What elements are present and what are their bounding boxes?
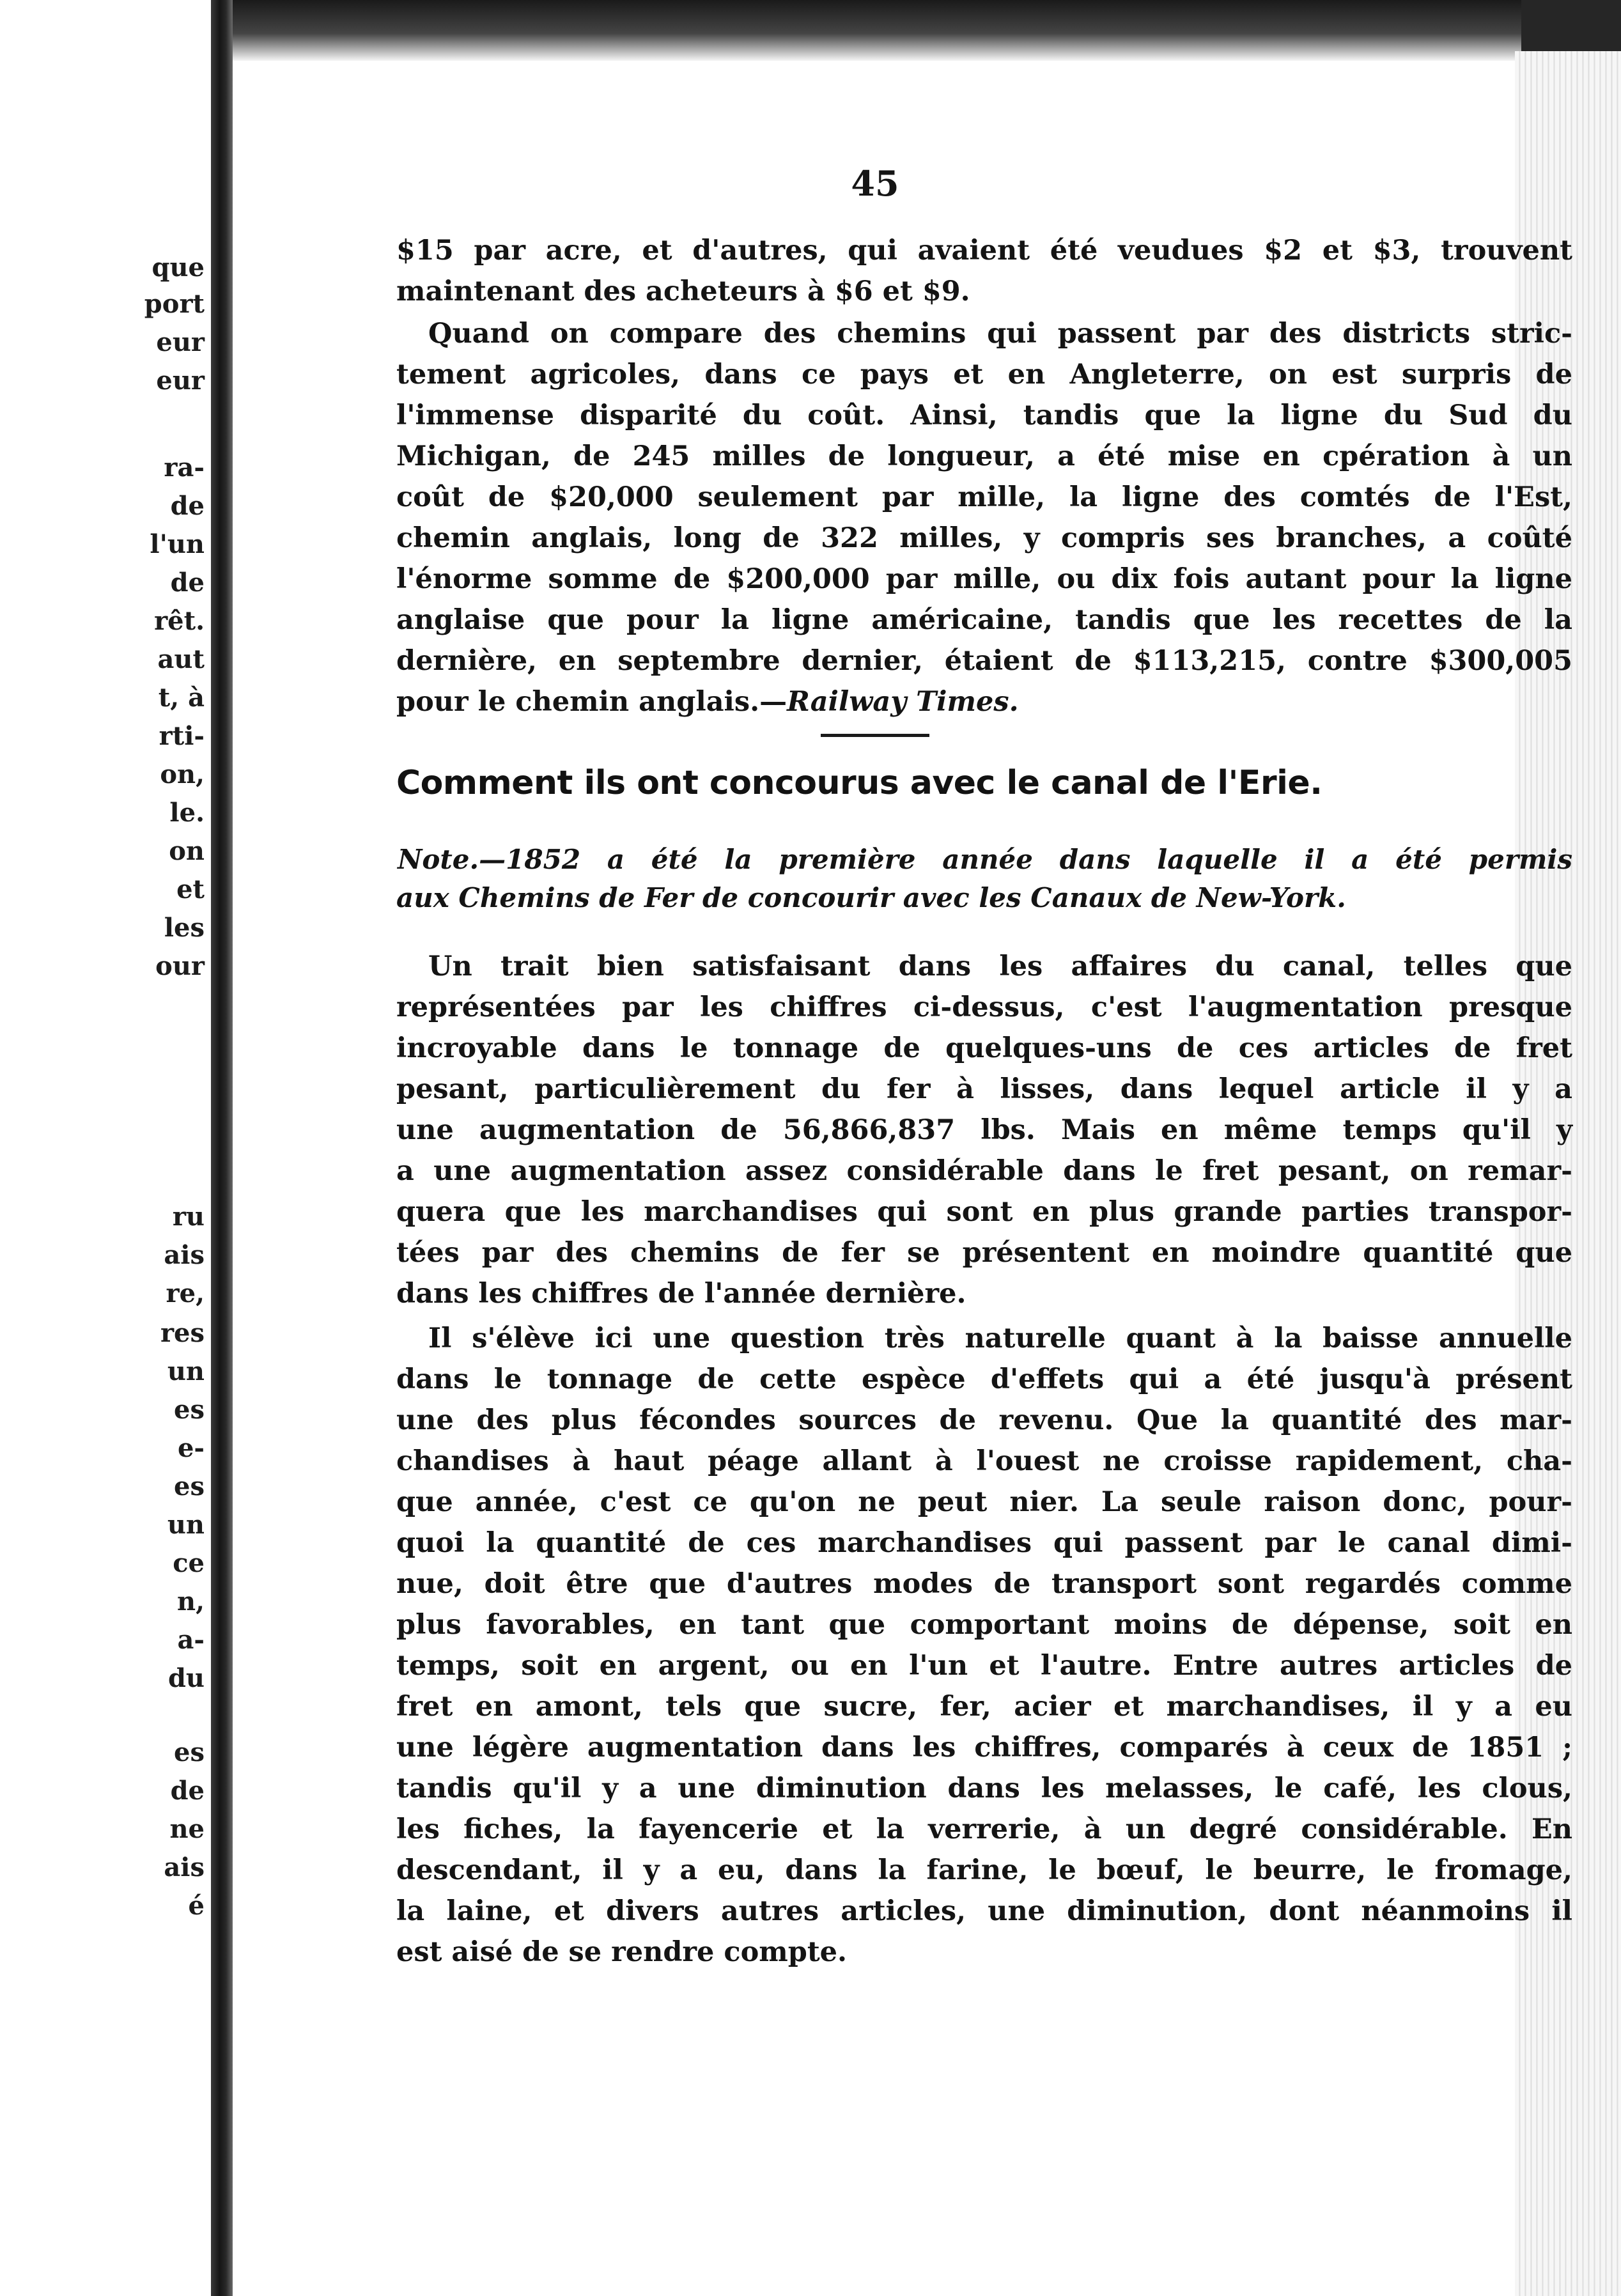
paragraph-tonnage-decline (396, 1318, 1572, 1973)
fragment-text-line: aut (157, 644, 205, 674)
text-line: dernière, en septembre dernier, étaient de $113,215, contre $300,005 (396, 645, 1572, 677)
text-line: quera que les marchandises qui sont en plus grande parties transpor- (396, 1196, 1572, 1228)
text-line: fret en amont, tels que sucre, fer, acier et marchandises, il y a eu (396, 1691, 1572, 1723)
text-line: plus favorables, en tant que comportant moins de dépense, soit en (396, 1609, 1572, 1641)
text-line: une des plus fécondes sources de revenu. Que la quantité des mar- (396, 1404, 1572, 1436)
text-line: quoi la quantité de ces marchandises qui passent par le canal dimi- (396, 1527, 1572, 1559)
note-label: Note. (398, 844, 479, 875)
text-line: dans le tonnage de cette espèce d'effets qui a été jusqu'à présent (396, 1363, 1572, 1395)
note-line (396, 841, 1572, 879)
fragment-text-line: un (167, 1510, 205, 1540)
fragment-text-line: ru (172, 1202, 205, 1232)
fragment-text-line: a- (177, 1625, 205, 1655)
fragment-text-line: rêt. (154, 606, 205, 636)
text-line: tées par des chemins de fer se présentent en moindre quantité que (396, 1237, 1572, 1269)
text-line: une augmentation de 56,866,837 lbs. Mais en même temps qu'il y (396, 1114, 1572, 1146)
text-line: descendant, il y a eu, dans la farine, le bœuf, le beurre, le fromage, (396, 1854, 1572, 1886)
paragraph-railway-costs (396, 313, 1572, 722)
text-line: représentées par les chiffres ci-dessus, c'est l'augmentation presque (396, 991, 1572, 1023)
text-line: que année, c'est ce qu'on ne peut nier. La seule raison donc, pour- (396, 1486, 1572, 1518)
text-line: coût de $20,000 seulement par mille, la ligne des comtés de l'Est, (396, 481, 1572, 513)
fragment-text-line: port (144, 289, 205, 319)
fragment-text-line: de (170, 1776, 205, 1806)
text-line: la laine, et divers autres articles, une diminution, dont néanmoins il (396, 1895, 1572, 1927)
text-line: dans les chiffres de l'année dernière. (396, 1278, 966, 1310)
text-line: est aisé de se rendre compte. (396, 1936, 848, 1968)
text-line: chandises à haut péage allant à l'ouest ne croisse rapidement, cha- (396, 1445, 1572, 1477)
fragment-text-line: ce (173, 1548, 205, 1578)
text-line: $15 par acre, et d'autres, qui avaient été veudues $2 et $3, trouvent (396, 235, 1572, 267)
fragment-text-line: es (174, 1395, 205, 1425)
text-line: temps, soit en argent, ou en l'un et l'autre. Entre autres articles de (396, 1650, 1572, 1682)
previous-page-fragment (0, 0, 211, 2296)
text-line: Michigan, de 245 milles de longueur, a été mise en cpération à un (396, 440, 1572, 472)
text-line: l'immense disparité du coût. Ainsi, tandis que la ligne du Sud du (396, 399, 1572, 431)
fragment-text-line: de (170, 568, 205, 598)
text-line (396, 681, 1572, 722)
text-line: Il s'élève ici une question très naturelle quant à la baisse annuelle (428, 1323, 1572, 1354)
text-line: les fiches, la fayencerie et la verrerie, à un degré considérable. En (396, 1813, 1572, 1845)
fragment-text-line: n, (176, 1586, 205, 1617)
fragment-text-line: eur (156, 366, 205, 396)
page-45 (233, 61, 1572, 2296)
fragment-text-line: res (160, 1318, 205, 1348)
fragment-text-line: t, à (158, 683, 205, 713)
text-line: maintenant des acheteurs à $6 et $9. (396, 275, 970, 307)
fragment-text-line: e- (177, 1433, 205, 1463)
text-line: chemin anglais, long de 322 milles, y compris ses branches, a coûté (396, 522, 1572, 554)
text-line: incroyable dans le tonnage de quelques-uns de ces articles de fret (396, 1032, 1572, 1064)
note-text: —1852 a été la première année dans laquelle il a été permis (479, 844, 1572, 875)
fragment-text-line: ais (164, 1852, 205, 1882)
fragment-text-line: que (151, 252, 205, 283)
fragment-text-line: l'un (150, 529, 205, 559)
text-line: nue, doit être que d'autres modes de transport sont regardés comme (396, 1568, 1572, 1600)
fragment-text-line: es (174, 1471, 205, 1501)
text-line: Un trait bien satisfaisant dans les affaires du canal, telles que (428, 950, 1572, 982)
text-line: Quand on compare des chemins qui passent par des districts stric- (428, 318, 1572, 350)
note-line: aux Chemins de Fer de concourir avec les Canaux de New-York. (396, 882, 1346, 913)
fragment-text-line: un (167, 1356, 205, 1386)
fragment-text-line: de (170, 491, 205, 521)
fragment-text-line: ra- (164, 453, 205, 483)
note (396, 841, 1572, 917)
fragment-text-line: du (167, 1663, 205, 1693)
fragment-text-line: our (155, 951, 205, 981)
text-line: une légère augmentation dans les chiffres, comparés à ceux de 1851 ; (396, 1732, 1572, 1764)
scan-top-edge (233, 0, 1537, 61)
text-line: a une augmentation assez considérable dans le fret pesant, on remar- (396, 1155, 1572, 1187)
text-line: l'énorme somme de $200,000 par mille, ou dix fois autant pour la ligne (396, 563, 1572, 595)
section-separator (821, 734, 929, 737)
fragment-text-line: ne (169, 1814, 205, 1844)
fragment-text-line: et (176, 874, 205, 904)
book-spine (211, 0, 233, 2296)
paragraph-canal-affairs (396, 946, 1572, 1314)
paragraph-continuation (396, 230, 1572, 312)
page-number: 45 (851, 163, 899, 204)
section-heading: Comment ils ont concourus avec le canal de l'Erie. (396, 764, 1322, 802)
fragment-text-line: re, (166, 1278, 205, 1308)
fragment-text-line: on (169, 836, 205, 866)
text-line: anglaise que pour la ligne américaine, tandis que les recettes de la (396, 604, 1572, 636)
fragment-text-line: ais (164, 1240, 205, 1270)
text-line: tandis qu'il y a une diminution dans les melasses, le café, les clous, (396, 1772, 1572, 1804)
fragment-text-line: le. (169, 798, 205, 828)
text-line: pesant, particulièrement du fer à lisses, dans lequel article il y a (396, 1073, 1572, 1105)
fragment-text-line: eur (156, 327, 205, 357)
source-citation: Railway Times. (787, 686, 1019, 718)
text-line-prefix: pour le chemin anglais.— (396, 686, 787, 718)
fragment-text-line: on, (160, 759, 205, 789)
text-line: tement agricoles, dans ce pays et en Angleterre, on est surpris de (396, 359, 1572, 391)
fragment-text-line: é (188, 1891, 205, 1921)
fragment-text-line: rti- (159, 721, 205, 751)
fragment-text-line: es (174, 1737, 205, 1767)
fragment-text-line: les (164, 913, 205, 943)
